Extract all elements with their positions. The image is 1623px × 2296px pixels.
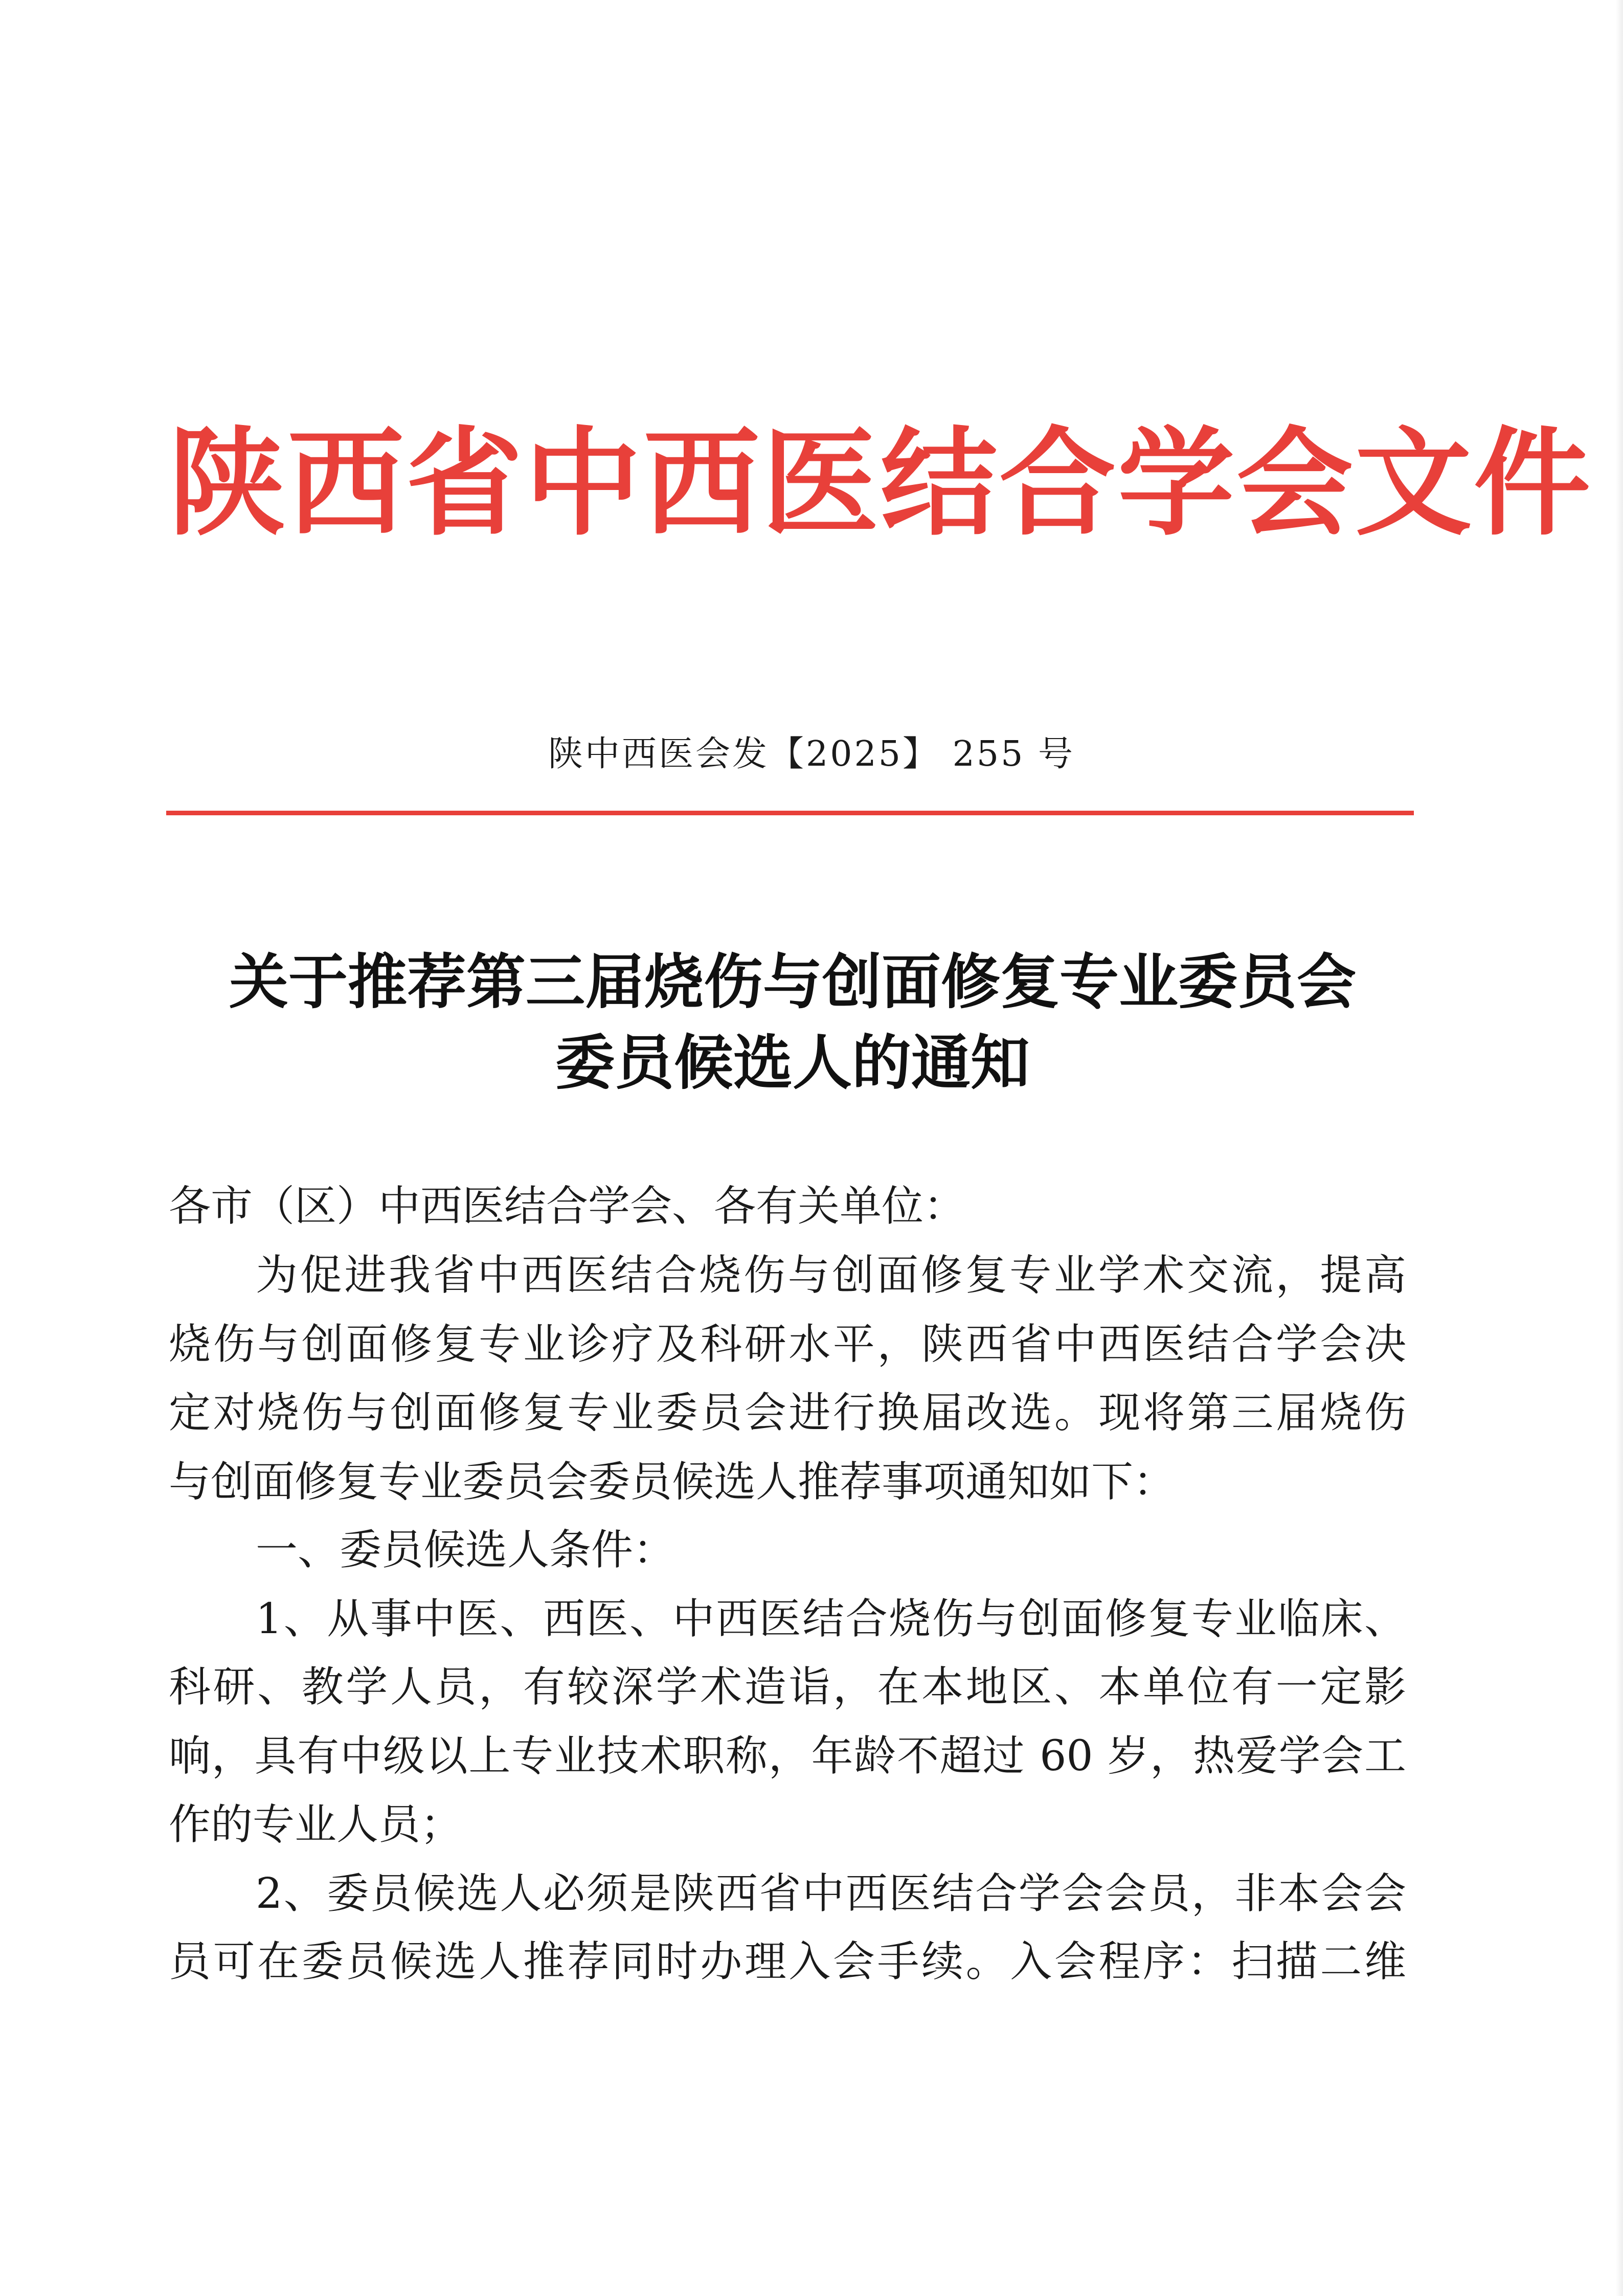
page-edge xyxy=(1616,0,1623,2296)
body-line: 与创面修复专业委员会委员候选人推荐事项通知如下： xyxy=(169,1458,1176,1506)
body-line: 科研、教学人员，有较深学术造诣，在本地区、本单位有一定影 xyxy=(169,1663,1406,1711)
document-number: 陕中西医会发【2025】 255 号 xyxy=(548,734,1075,774)
section-heading: 一、委员候选人条件： xyxy=(256,1526,675,1574)
body-line: 1、从事中医、西医、中西医结合烧伤与创面修复专业临床、 xyxy=(256,1595,1406,1643)
body-line: 烧伤与创面修复专业诊疗及科研水平，陕西省中西医结合学会决 xyxy=(169,1320,1406,1369)
salutation: 各市（区）中西医结合学会、各有关单位： xyxy=(169,1182,966,1231)
notice-title-line-2: 委员候选人的通知 xyxy=(555,1028,1030,1098)
org-header-title: 陕西省中西医结合学会文件 xyxy=(169,414,1592,551)
body-line: 定对烧伤与创面修复专业委员会进行换届改选。现将第三届烧伤 xyxy=(169,1389,1406,1437)
notice-title-line-1: 关于推荐第三届烧伤与创面修复专业委员会 xyxy=(229,947,1356,1017)
body-line: 员可在委员候选人推荐同时办理入会手续。入会程序：扫描二维 xyxy=(169,1937,1406,1986)
body-line: 2、委员候选人必须是陕西省中西医结合学会会员，非本会会 xyxy=(256,1869,1406,1918)
body-line: 响，具有中级以上专业技术职称，年龄不超过 60 岁，热爱学会工 xyxy=(169,1732,1406,1780)
red-divider-line xyxy=(166,811,1414,815)
body-line: 为促进我省中西医结合烧伤与创面修复专业学术交流，提高 xyxy=(256,1251,1406,1300)
body-line: 作的专业人员； xyxy=(169,1800,463,1849)
